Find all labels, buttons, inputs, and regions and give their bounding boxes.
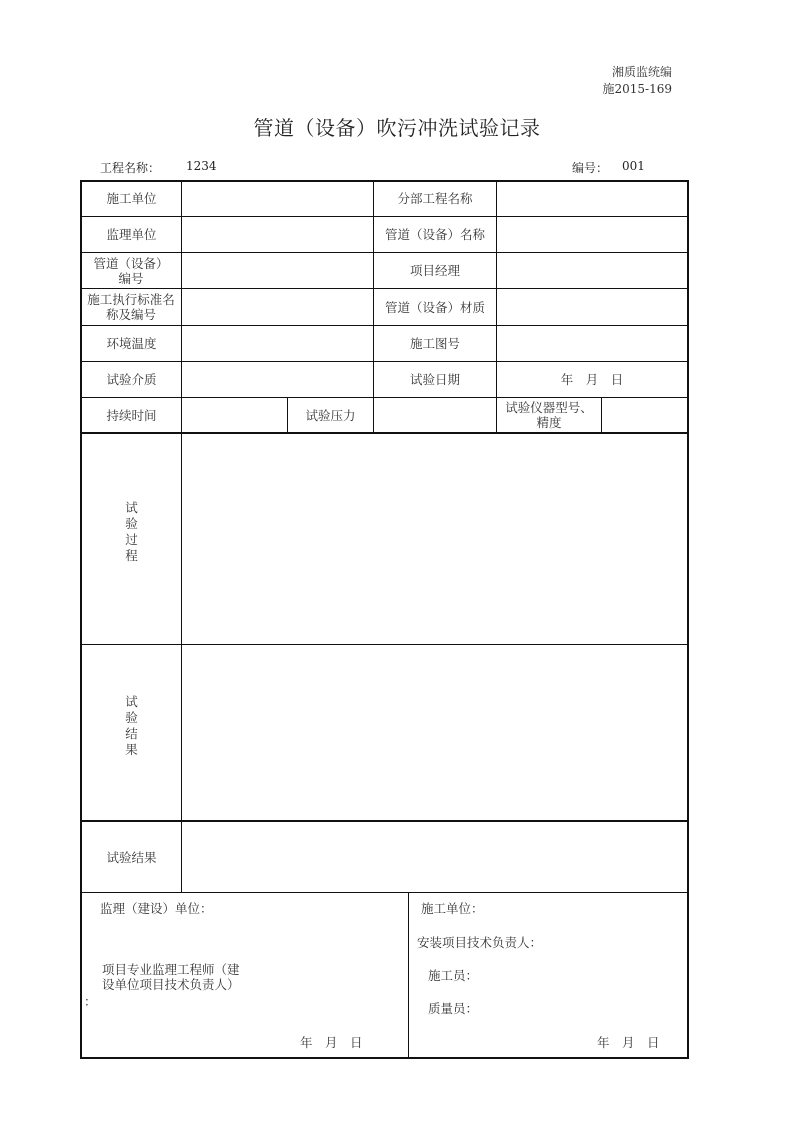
test-result-label bbox=[82, 694, 181, 758]
test-process-char: 程 bbox=[125, 548, 138, 563]
drawing-no-label: 施工图号 bbox=[409, 336, 460, 351]
test-medium-field[interactable] bbox=[182, 362, 373, 397]
pipe-material-label: 管道（设备）材质 bbox=[384, 299, 485, 315]
border-right bbox=[687, 180, 689, 1059]
border-bottom bbox=[80, 1057, 689, 1059]
supervision-engineer-label-line2: 设单位项目技术负责人） bbox=[102, 977, 240, 992]
pipe-no-label: 管道（设备）编号 bbox=[93, 255, 169, 286]
pipe-material-field[interactable] bbox=[497, 289, 687, 325]
project-name-label: 工程名称： bbox=[100, 161, 161, 175]
construction-unit-label: 施工单位 bbox=[106, 191, 157, 206]
supervision-unit-field[interactable] bbox=[182, 217, 373, 252]
ambient-temp-field[interactable] bbox=[182, 326, 373, 361]
supervision-engineer-colon: ： bbox=[84, 994, 97, 1009]
record-form bbox=[80, 180, 689, 1059]
pipe-name-label: 管道（设备）名称 bbox=[384, 227, 485, 242]
test-process-char: 验 bbox=[125, 516, 138, 531]
test-process-field[interactable] bbox=[182, 434, 687, 644]
standard-name-label: 施工执行标准名称及编号 bbox=[87, 292, 175, 322]
construction-unit-sign-label: 施工单位： bbox=[421, 901, 484, 916]
ambient-temp-label: 环境温度 bbox=[106, 336, 157, 351]
col-line bbox=[408, 892, 409, 1059]
project-name-value: 1234 bbox=[186, 159, 217, 173]
worker-sign-label: 施工员： bbox=[428, 968, 479, 983]
row-line bbox=[80, 892, 689, 893]
test-pressure-field[interactable] bbox=[374, 398, 496, 432]
test-result-char: 果 bbox=[125, 742, 138, 757]
pipe-no-field[interactable] bbox=[182, 253, 373, 288]
left-sign-date: 年 月 日 bbox=[300, 1035, 363, 1050]
right-sign-date: 年 月 日 bbox=[597, 1035, 660, 1050]
test-result-char: 验 bbox=[125, 710, 138, 725]
standard-name-field[interactable] bbox=[182, 289, 373, 325]
test-medium-label: 试验介质 bbox=[106, 372, 157, 387]
project-manager-field[interactable] bbox=[497, 253, 687, 288]
sub-project-name-field[interactable] bbox=[497, 181, 687, 216]
instrument-model-field[interactable] bbox=[602, 398, 687, 432]
test-process-char: 过 bbox=[125, 532, 138, 547]
test-date-label: 试验日期 bbox=[409, 372, 460, 387]
test-process-char: 试 bbox=[125, 500, 138, 515]
tech-lead-sign-label: 安装项目技术负责人： bbox=[417, 935, 543, 950]
form-code-label: 施2015-169 bbox=[602, 82, 672, 96]
test-process-label bbox=[82, 500, 181, 564]
border-left bbox=[80, 180, 82, 1059]
instrument-model-label: 试验仪器型号、精度 bbox=[505, 400, 593, 430]
test-result-char: 试 bbox=[125, 694, 138, 709]
duration-label: 持续时间 bbox=[106, 407, 157, 423]
test-pressure-label: 试验压力 bbox=[305, 407, 356, 423]
quality-sign-label: 质量员： bbox=[428, 1001, 479, 1016]
project-manager-label: 项目经理 bbox=[409, 263, 460, 278]
number-value: 001 bbox=[622, 159, 645, 173]
test-date-field[interactable]: 年 月 日 bbox=[560, 372, 624, 387]
conclusion-label: 试验结果 bbox=[106, 849, 157, 865]
test-result-field[interactable] bbox=[182, 645, 687, 820]
sub-project-name-label: 分部工程名称 bbox=[397, 191, 473, 206]
page-title: 管道（设备）吹污冲洗试验记录 bbox=[253, 116, 541, 140]
supervision-engineer-label-line1: 项目专业监理工程师（建 bbox=[102, 962, 240, 977]
duration-field[interactable] bbox=[182, 398, 287, 432]
conclusion-field[interactable] bbox=[182, 822, 687, 892]
drawing-no-field[interactable] bbox=[497, 326, 687, 361]
supervision-unit-label: 监理单位 bbox=[106, 227, 157, 242]
form-org-label: 湘质监统编 bbox=[611, 65, 672, 79]
supervision-unit-sign-label: 监理（建设）单位： bbox=[100, 901, 213, 916]
pipe-name-field[interactable] bbox=[497, 217, 687, 252]
number-label: 编号： bbox=[572, 161, 609, 175]
construction-unit-field[interactable] bbox=[182, 181, 373, 216]
test-result-char: 结 bbox=[125, 726, 138, 741]
